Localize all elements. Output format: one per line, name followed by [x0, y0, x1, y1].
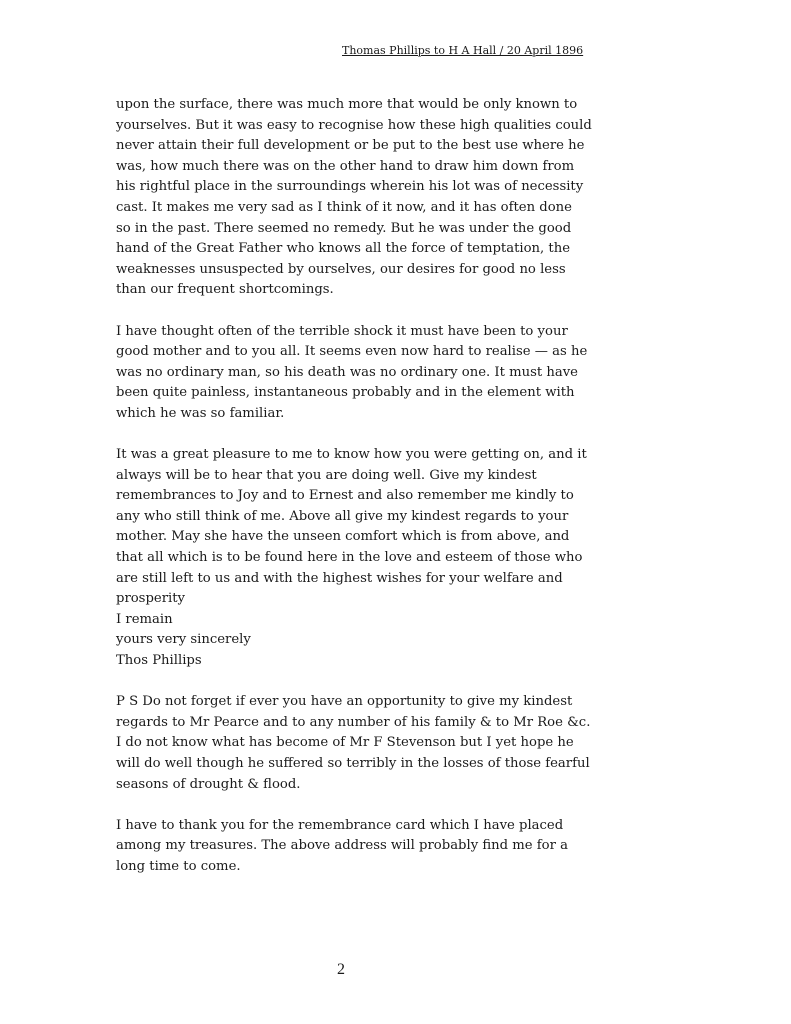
text-line: never attain their full development or be put to the best use where he — [116, 138, 585, 154]
text-line: his rightful place in the surroundings wherein his lot was of necessity — [116, 179, 584, 195]
text-line: so in the past. There seemed no remedy. But he was under the good — [116, 220, 572, 236]
paragraph-gap — [116, 795, 586, 816]
signature: Thos Phillips — [116, 653, 202, 669]
text-line: among my treasures. The above address will probably find me for a — [116, 838, 568, 854]
paragraph — [116, 95, 592, 301]
text-line: It was a great pleasure to me to know how you were getting on, and it — [116, 447, 587, 463]
text-line: are still left to us and with the highest wishes for your welfare and — [116, 570, 563, 586]
text-line: which he was so familiar. — [116, 405, 285, 421]
text-line: regards to Mr Pearce and to any number of his family & to Mr Roe &c. — [116, 714, 591, 730]
signoff-line: yours very sincerely — [116, 632, 251, 648]
text-line: P S Do not forget if ever you have an opportunity to give my kindest — [116, 694, 573, 710]
letter-body — [116, 95, 592, 878]
paragraph — [116, 816, 586, 878]
text-line: was no ordinary man, so his death was no ordinary one. It must have — [116, 364, 578, 380]
text-line: than our frequent shortcomings. — [116, 282, 334, 298]
text-line: been quite painless, instantaneous probably and in the element with — [116, 385, 575, 401]
text-line: that all which is to be found here in the love and esteem of those who — [116, 550, 583, 566]
text-line: I have thought often of the terrible shock it must have been to your — [116, 323, 568, 339]
text-line: I have to thank you for the remembrance card which I have placed — [116, 817, 564, 833]
text-line: yourselves. But it was easy to recognise how these high qualities could — [116, 117, 592, 133]
text-line: long time to come. — [116, 858, 241, 874]
text-line: always will be to hear that you are doing well. Give my kindest — [116, 467, 537, 483]
text-line: weaknesses unsuspected by ourselves, our desires for good no less — [116, 261, 566, 277]
paragraph — [116, 692, 591, 795]
paragraph-gap — [116, 301, 586, 322]
text-line: I do not know what has become of Mr F Stevenson but I yet hope he — [116, 735, 574, 751]
text-line: upon the surface, there was much more that would be only known to — [116, 97, 578, 112]
signoff-line: I remain — [116, 611, 173, 627]
text-line: cast. It makes me very sad as I think of it now, and it has often done — [116, 199, 572, 215]
text-line: prosperity — [116, 591, 185, 607]
text-line: was, how much there was on the other hand to draw him down from — [116, 158, 575, 174]
running-header: Thomas Phillips to H A Hall / 20 April 1896 — [342, 44, 584, 57]
text-line: hand of the Great Father who knows all the force of temptation, the — [116, 241, 571, 257]
text-line: seasons of drought & flood. — [116, 776, 301, 792]
text-line: good mother and to you all. It seems even now hard to realise — as he — [116, 344, 588, 360]
paragraph-gap — [116, 425, 586, 446]
text-line: mother. May she have the unseen comfort which is from above, and — [116, 529, 570, 545]
paragraph — [116, 322, 586, 425]
paragraph-gap — [116, 672, 586, 693]
text-line: remembrances to Joy and to Ernest and also remember me kindly to — [116, 488, 574, 504]
text-line: will do well though he suffered so terribly in the losses of those fearful — [116, 756, 590, 771]
paragraph — [116, 445, 586, 672]
page-number: 2 — [337, 961, 345, 978]
text-line: any who still think of me. Above all give my kindest regards to your — [116, 508, 569, 524]
